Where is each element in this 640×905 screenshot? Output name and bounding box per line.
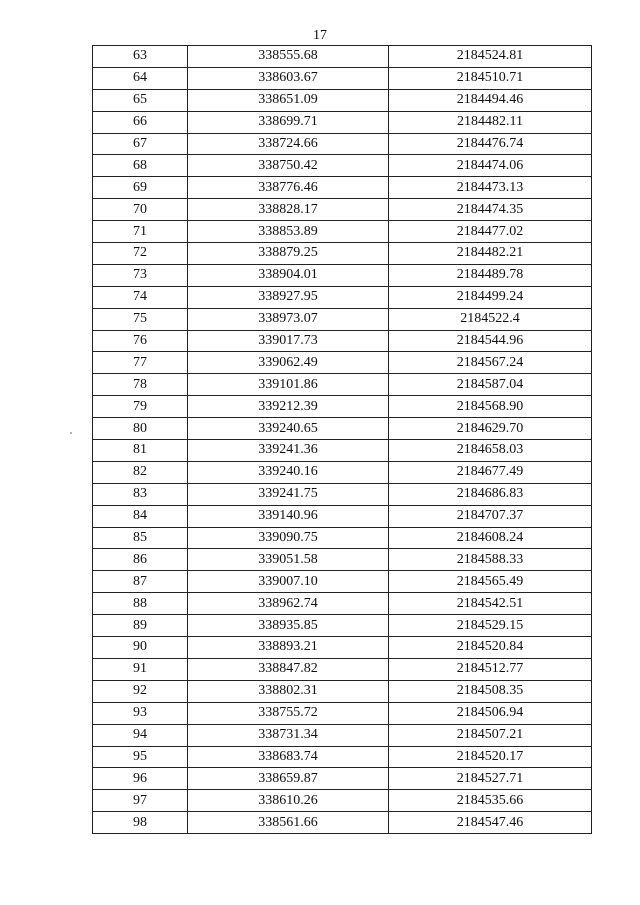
- y-coordinate-cell: 2184544.96: [389, 330, 592, 352]
- x-coordinate-cell: 339140.96: [188, 505, 389, 527]
- point-number-cell: 74: [93, 286, 188, 308]
- point-number-cell: 77: [93, 352, 188, 374]
- y-coordinate-cell: 2184482.21: [389, 243, 592, 265]
- y-coordinate-cell: 2184524.81: [389, 46, 592, 68]
- table-row: [93, 352, 592, 374]
- table-row: [93, 46, 592, 68]
- y-coordinate-cell: 2184476.74: [389, 133, 592, 155]
- point-number-cell: 78: [93, 374, 188, 396]
- y-coordinate-cell: 2184474.35: [389, 199, 592, 221]
- y-coordinate-cell: 2184522.4: [389, 308, 592, 330]
- x-coordinate-cell: 339062.49: [188, 352, 389, 374]
- x-coordinate-cell: 338731.34: [188, 724, 389, 746]
- point-number-cell: 92: [93, 680, 188, 702]
- y-coordinate-cell: 2184629.70: [389, 418, 592, 440]
- point-number-cell: 89: [93, 615, 188, 637]
- table-row: [93, 702, 592, 724]
- table-row: [93, 396, 592, 418]
- point-number-cell: 66: [93, 111, 188, 133]
- x-coordinate-cell: 339007.10: [188, 571, 389, 593]
- point-number-cell: 72: [93, 243, 188, 265]
- y-coordinate-cell: 2184508.35: [389, 680, 592, 702]
- x-coordinate-cell: 338904.01: [188, 264, 389, 286]
- table-row: [93, 615, 592, 637]
- x-coordinate-cell: 338893.21: [188, 637, 389, 659]
- y-coordinate-cell: 2184565.49: [389, 571, 592, 593]
- table-row: [93, 527, 592, 549]
- table-row: [93, 286, 592, 308]
- point-number-cell: 76: [93, 330, 188, 352]
- y-coordinate-cell: 2184567.24: [389, 352, 592, 374]
- table-row: [93, 593, 592, 615]
- x-coordinate-cell: 338962.74: [188, 593, 389, 615]
- point-number-cell: 86: [93, 549, 188, 571]
- y-coordinate-cell: 2184506.94: [389, 702, 592, 724]
- y-coordinate-cell: 2184542.51: [389, 593, 592, 615]
- y-coordinate-cell: 2184707.37: [389, 505, 592, 527]
- point-number-cell: 64: [93, 67, 188, 89]
- x-coordinate-cell: 338603.67: [188, 67, 389, 89]
- point-number-cell: 73: [93, 264, 188, 286]
- y-coordinate-cell: 2184474.06: [389, 155, 592, 177]
- point-number-cell: 88: [93, 593, 188, 615]
- point-number-cell: 63: [93, 46, 188, 68]
- table-row: [93, 505, 592, 527]
- y-coordinate-cell: 2184587.04: [389, 374, 592, 396]
- table-row: [93, 330, 592, 352]
- y-coordinate-cell: 2184477.02: [389, 221, 592, 243]
- scan-speck: [70, 432, 72, 434]
- y-coordinate-cell: 2184489.78: [389, 264, 592, 286]
- x-coordinate-cell: 339101.86: [188, 374, 389, 396]
- point-number-cell: 98: [93, 812, 188, 834]
- table-row: [93, 264, 592, 286]
- x-coordinate-cell: 339240.16: [188, 461, 389, 483]
- point-number-cell: 91: [93, 658, 188, 680]
- table-row: [93, 812, 592, 834]
- x-coordinate-cell: 338610.26: [188, 790, 389, 812]
- table-row: [93, 440, 592, 462]
- table-row: [93, 199, 592, 221]
- table-row: [93, 483, 592, 505]
- page-number: 17: [313, 28, 327, 43]
- x-coordinate-cell: 338847.82: [188, 658, 389, 680]
- point-number-cell: 79: [93, 396, 188, 418]
- y-coordinate-cell: 2184510.71: [389, 67, 592, 89]
- x-coordinate-cell: 338750.42: [188, 155, 389, 177]
- x-coordinate-cell: 338755.72: [188, 702, 389, 724]
- x-coordinate-cell: 338776.46: [188, 177, 389, 199]
- x-coordinate-cell: 338561.66: [188, 812, 389, 834]
- y-coordinate-cell: 2184658.03: [389, 440, 592, 462]
- y-coordinate-cell: 2184499.24: [389, 286, 592, 308]
- point-number-cell: 82: [93, 461, 188, 483]
- y-coordinate-cell: 2184608.24: [389, 527, 592, 549]
- y-coordinate-cell: 2184520.84: [389, 637, 592, 659]
- point-number-cell: 65: [93, 89, 188, 111]
- table-row: [93, 768, 592, 790]
- table-row: [93, 177, 592, 199]
- point-number-cell: 87: [93, 571, 188, 593]
- table-row: [93, 549, 592, 571]
- y-coordinate-cell: 2184535.66: [389, 790, 592, 812]
- x-coordinate-cell: 339051.58: [188, 549, 389, 571]
- point-number-cell: 94: [93, 724, 188, 746]
- point-number-cell: 69: [93, 177, 188, 199]
- table-row: [93, 461, 592, 483]
- table-row: [93, 374, 592, 396]
- x-coordinate-cell: 338555.68: [188, 46, 389, 68]
- y-coordinate-cell: 2184527.71: [389, 768, 592, 790]
- table-row: [93, 746, 592, 768]
- x-coordinate-cell: 338683.74: [188, 746, 389, 768]
- table-row: [93, 67, 592, 89]
- y-coordinate-cell: 2184547.46: [389, 812, 592, 834]
- x-coordinate-cell: 338724.66: [188, 133, 389, 155]
- point-number-cell: 90: [93, 637, 188, 659]
- y-coordinate-cell: 2184677.49: [389, 461, 592, 483]
- point-number-cell: 75: [93, 308, 188, 330]
- y-coordinate-cell: 2184588.33: [389, 549, 592, 571]
- x-coordinate-cell: 339241.36: [188, 440, 389, 462]
- x-coordinate-cell: 338659.87: [188, 768, 389, 790]
- point-number-cell: 85: [93, 527, 188, 549]
- y-coordinate-cell: 2184568.90: [389, 396, 592, 418]
- point-number-cell: 83: [93, 483, 188, 505]
- x-coordinate-cell: 338973.07: [188, 308, 389, 330]
- y-coordinate-cell: 2184529.15: [389, 615, 592, 637]
- table-row: [93, 571, 592, 593]
- coordinates-table-body: [93, 46, 592, 834]
- table-row: [93, 724, 592, 746]
- table-row: [93, 111, 592, 133]
- table-row: [93, 418, 592, 440]
- y-coordinate-cell: 2184512.77: [389, 658, 592, 680]
- table-row: [93, 221, 592, 243]
- point-number-cell: 70: [93, 199, 188, 221]
- x-coordinate-cell: 338927.95: [188, 286, 389, 308]
- y-coordinate-cell: 2184507.21: [389, 724, 592, 746]
- point-number-cell: 93: [93, 702, 188, 724]
- x-coordinate-cell: 338879.25: [188, 243, 389, 265]
- point-number-cell: 68: [93, 155, 188, 177]
- x-coordinate-cell: 339212.39: [188, 396, 389, 418]
- table-row: [93, 680, 592, 702]
- point-number-cell: 96: [93, 768, 188, 790]
- y-coordinate-cell: 2184494.46: [389, 89, 592, 111]
- x-coordinate-cell: 339241.75: [188, 483, 389, 505]
- y-coordinate-cell: 2184473.13: [389, 177, 592, 199]
- x-coordinate-cell: 338651.09: [188, 89, 389, 111]
- x-coordinate-cell: 338853.89: [188, 221, 389, 243]
- point-number-cell: 80: [93, 418, 188, 440]
- table-row: [93, 243, 592, 265]
- x-coordinate-cell: 338699.71: [188, 111, 389, 133]
- x-coordinate-cell: 338828.17: [188, 199, 389, 221]
- table-row: [93, 637, 592, 659]
- y-coordinate-cell: 2184482.11: [389, 111, 592, 133]
- table-row: [93, 790, 592, 812]
- point-number-cell: 71: [93, 221, 188, 243]
- x-coordinate-cell: 338802.31: [188, 680, 389, 702]
- x-coordinate-cell: 339090.75: [188, 527, 389, 549]
- y-coordinate-cell: 2184520.17: [389, 746, 592, 768]
- point-number-cell: 81: [93, 440, 188, 462]
- x-coordinate-cell: 339017.73: [188, 330, 389, 352]
- table-row: [93, 133, 592, 155]
- table-row: [93, 658, 592, 680]
- point-number-cell: 67: [93, 133, 188, 155]
- y-coordinate-cell: 2184686.83: [389, 483, 592, 505]
- table-row: [93, 308, 592, 330]
- point-number-cell: 84: [93, 505, 188, 527]
- x-coordinate-cell: 338935.85: [188, 615, 389, 637]
- coordinates-table: [92, 45, 592, 834]
- point-number-cell: 97: [93, 790, 188, 812]
- point-number-cell: 95: [93, 746, 188, 768]
- x-coordinate-cell: 339240.65: [188, 418, 389, 440]
- table-row: [93, 89, 592, 111]
- table-row: [93, 155, 592, 177]
